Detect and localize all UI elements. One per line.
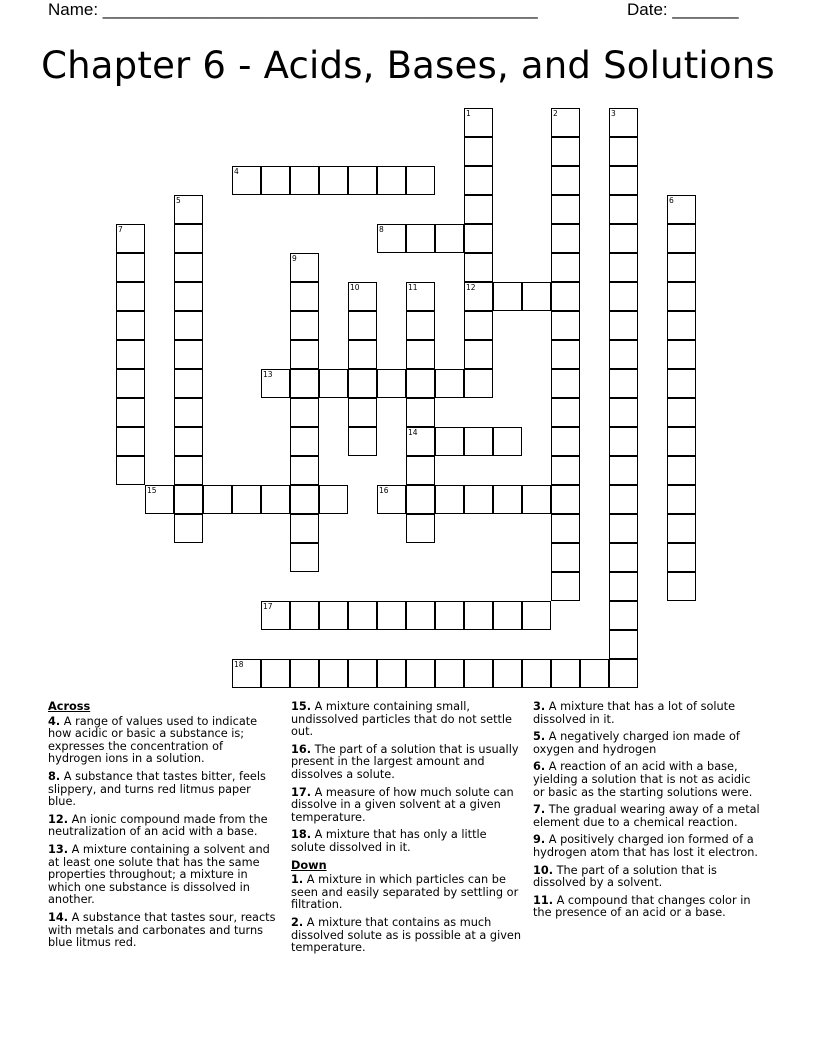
clue-across-17 xyxy=(291,787,523,825)
crossword-cell[interactable] xyxy=(493,282,522,311)
clue-number: 4. xyxy=(48,714,61,728)
crossword-cell[interactable] xyxy=(464,369,493,398)
clue-number-label: 13 xyxy=(263,370,273,379)
crossword-cell[interactable] xyxy=(348,659,377,688)
crossword-cell[interactable] xyxy=(464,282,493,311)
crossword-cell[interactable] xyxy=(348,340,377,369)
clue-number-label: 14 xyxy=(408,428,418,437)
crossword-cell[interactable] xyxy=(261,601,290,630)
clue-number-label: 2 xyxy=(553,109,558,118)
crossword-cell[interactable] xyxy=(464,485,493,514)
crossword-cell[interactable] xyxy=(290,543,319,572)
crossword-cell[interactable] xyxy=(667,282,696,311)
clue-text: A range of values used to indicate how acidic or basic a substance is; expresses the concentration of hydrogen ions in a solution. xyxy=(48,714,258,766)
crossword-cell[interactable] xyxy=(551,398,580,427)
crossword-cell[interactable] xyxy=(609,427,638,456)
crossword-cell[interactable] xyxy=(145,485,174,514)
crossword-cell[interactable] xyxy=(667,195,696,224)
crossword-cell[interactable] xyxy=(406,398,435,427)
clue-number: 9. xyxy=(533,833,546,847)
crossword-cell[interactable] xyxy=(609,601,638,630)
crossword-cell[interactable] xyxy=(406,485,435,514)
crossword-cell[interactable] xyxy=(203,485,232,514)
clue-down-7 xyxy=(533,804,763,829)
crossword-cell[interactable] xyxy=(261,166,290,195)
crossword-cell[interactable] xyxy=(551,253,580,282)
crossword-cell[interactable] xyxy=(348,166,377,195)
crossword-cell[interactable] xyxy=(551,456,580,485)
crossword-cell[interactable] xyxy=(261,369,290,398)
crossword-cell[interactable] xyxy=(551,224,580,253)
crossword-cell[interactable] xyxy=(522,282,551,311)
clue-number-label: 4 xyxy=(234,167,239,176)
crossword-cell[interactable] xyxy=(116,427,145,456)
clue-number: 18. xyxy=(291,828,312,842)
across-heading: Across xyxy=(48,700,91,713)
crossword-cell[interactable] xyxy=(522,485,551,514)
crossword-cell[interactable] xyxy=(464,601,493,630)
crossword-cell[interactable] xyxy=(290,282,319,311)
crossword-cell[interactable] xyxy=(609,224,638,253)
clue-across-4 xyxy=(48,716,280,766)
crossword-cell[interactable] xyxy=(290,398,319,427)
crossword-cell[interactable] xyxy=(551,572,580,601)
clue-text: A mixture in which particles can be seen and easily separated by settling or filtration. xyxy=(291,873,519,912)
crossword-cell[interactable] xyxy=(609,137,638,166)
clue-down-3 xyxy=(533,701,763,726)
crossword-cell[interactable] xyxy=(290,340,319,369)
clue-text: A measure of how much solute can dissolve in a given solvent at a given temperature. xyxy=(291,785,514,824)
crossword-cell[interactable] xyxy=(609,659,638,688)
crossword-cell[interactable] xyxy=(290,456,319,485)
clue-number: 15. xyxy=(291,700,312,713)
crossword-cell[interactable] xyxy=(464,166,493,195)
crossword-cell[interactable] xyxy=(377,485,406,514)
crossword-cell[interactable] xyxy=(174,398,203,427)
crossword-cell[interactable] xyxy=(406,456,435,485)
crossword-cell[interactable] xyxy=(261,485,290,514)
clue-number: 12. xyxy=(48,812,69,826)
crossword-cell[interactable] xyxy=(174,195,203,224)
crossword-cell[interactable] xyxy=(580,659,609,688)
clue-text: The part of a solution that is usually present in the largest amount and dissolves a solute. xyxy=(291,742,519,781)
crossword-cell[interactable] xyxy=(406,659,435,688)
crossword-cell[interactable] xyxy=(609,340,638,369)
clue-number-label: 8 xyxy=(379,225,384,234)
clue-number-label: 7 xyxy=(118,225,123,234)
clue-number-label: 10 xyxy=(350,283,360,292)
crossword-cell[interactable] xyxy=(551,108,580,137)
crossword-cell[interactable] xyxy=(551,427,580,456)
clue-text: A positively charged ion formed of a hydrogen atom that has lost it electron. xyxy=(533,833,758,859)
crossword-cell[interactable] xyxy=(290,253,319,282)
clue-number-label: 17 xyxy=(263,602,273,611)
crossword-cell[interactable] xyxy=(406,514,435,543)
clue-number-label: 9 xyxy=(292,254,297,263)
clue-text: A substance that tastes bitter, feels slippery, and turns red litmus paper blue. xyxy=(48,769,266,809)
crossword-cell[interactable] xyxy=(348,311,377,340)
crossword-cell[interactable] xyxy=(377,166,406,195)
clue-down-10 xyxy=(533,865,763,890)
crossword-cell[interactable] xyxy=(609,543,638,572)
clue-number-label: 1 xyxy=(466,109,471,118)
crossword-cell[interactable] xyxy=(348,369,377,398)
crossword-cell[interactable] xyxy=(609,282,638,311)
clue-text: A mixture that has only a little solute dissolved in it. xyxy=(291,828,487,854)
crossword-cell[interactable] xyxy=(406,166,435,195)
clue-number: 8. xyxy=(48,769,61,783)
crossword-cell[interactable] xyxy=(464,340,493,369)
crossword-cell[interactable] xyxy=(319,485,348,514)
crossword-cell[interactable] xyxy=(667,311,696,340)
clue-text: A compound that changes color in the presence of an acid or a base. xyxy=(533,893,751,920)
crossword-cell[interactable] xyxy=(667,369,696,398)
crossword-cell[interactable] xyxy=(290,485,319,514)
clue-across-16 xyxy=(291,744,523,782)
crossword-cell[interactable] xyxy=(464,137,493,166)
crossword-cell[interactable] xyxy=(406,224,435,253)
crossword-cell[interactable] xyxy=(174,311,203,340)
crossword-cell[interactable] xyxy=(667,253,696,282)
crossword-cell[interactable] xyxy=(667,543,696,572)
crossword-cell[interactable] xyxy=(464,253,493,282)
crossword-cell[interactable] xyxy=(377,369,406,398)
clue-down-11 xyxy=(533,895,763,920)
clues-column-2 xyxy=(291,701,523,960)
clue-number-label: 12 xyxy=(466,283,476,292)
crossword-cell[interactable] xyxy=(667,340,696,369)
crossword-cell[interactable] xyxy=(406,282,435,311)
crossword-cell[interactable] xyxy=(609,195,638,224)
clue-text: A reaction of an acid with a base, yielding a solution that is not as acidic or basic as the starting solutions were. xyxy=(533,760,753,799)
crossword-cell[interactable] xyxy=(116,282,145,311)
crossword-cell[interactable] xyxy=(667,456,696,485)
clue-number: 11. xyxy=(533,893,554,907)
crossword-cell[interactable] xyxy=(290,427,319,456)
clue-down-5 xyxy=(533,731,763,756)
clue-text: A mixture containing a solvent and at least one solute that has the same properties throughout; a mixture in which one substance is dissolved in another. xyxy=(48,842,270,907)
crossword-cell[interactable] xyxy=(319,166,348,195)
clues-column-3 xyxy=(533,701,763,925)
clue-down-9 xyxy=(533,834,763,859)
crossword-cell[interactable] xyxy=(609,456,638,485)
crossword-cell[interactable] xyxy=(551,514,580,543)
crossword-cell[interactable] xyxy=(174,224,203,253)
clue-across-8 xyxy=(48,771,280,809)
crossword-cell[interactable] xyxy=(667,485,696,514)
crossword-cell[interactable] xyxy=(348,398,377,427)
clue-number: 6. xyxy=(533,760,546,774)
crossword-cell[interactable] xyxy=(551,485,580,514)
clue-across-12 xyxy=(48,814,280,839)
crossword-cell[interactable] xyxy=(609,630,638,659)
crossword-cell[interactable] xyxy=(551,543,580,572)
crossword-cell[interactable] xyxy=(551,137,580,166)
crossword-cell[interactable] xyxy=(348,601,377,630)
crossword-cell[interactable] xyxy=(493,659,522,688)
date-line: Date: _______ xyxy=(627,0,739,19)
crossword-cell[interactable] xyxy=(290,166,319,195)
clue-number-label: 18 xyxy=(234,660,244,669)
crossword-cell[interactable] xyxy=(551,340,580,369)
crossword-cell[interactable] xyxy=(290,514,319,543)
crossword-cell[interactable] xyxy=(319,369,348,398)
crossword-cell[interactable] xyxy=(667,572,696,601)
page-title: Chapter 6 - Acids, Bases, and Solutions xyxy=(41,44,775,87)
crossword-cell[interactable] xyxy=(435,485,464,514)
clue-across-13 xyxy=(48,844,280,907)
crossword-cell[interactable] xyxy=(116,253,145,282)
crossword-cell[interactable] xyxy=(348,282,377,311)
clue-number: 1. xyxy=(291,873,304,887)
clue-number: 2. xyxy=(291,915,304,929)
crossword-cell[interactable] xyxy=(464,311,493,340)
crossword-cell[interactable] xyxy=(464,427,493,456)
crossword-cell[interactable] xyxy=(464,659,493,688)
clue-number: 3. xyxy=(533,700,546,713)
clue-number: 17. xyxy=(291,785,312,799)
crossword-cell[interactable] xyxy=(609,311,638,340)
crossword-cell[interactable] xyxy=(116,340,145,369)
clue-number: 7. xyxy=(533,803,546,817)
crossword-cell[interactable] xyxy=(290,311,319,340)
clue-text: An ionic compound made from the neutralization of an acid with a base. xyxy=(48,812,268,839)
name-line: Name: ______________________________________________ xyxy=(48,0,538,19)
crossword-cell[interactable] xyxy=(435,427,464,456)
crossword-cell[interactable] xyxy=(116,398,145,427)
crossword-cell[interactable] xyxy=(551,659,580,688)
clue-down-2 xyxy=(291,917,523,955)
crossword-cell[interactable] xyxy=(174,427,203,456)
crossword-cell[interactable] xyxy=(609,369,638,398)
crossword-cell[interactable] xyxy=(551,369,580,398)
crossword-cell[interactable] xyxy=(609,514,638,543)
clue-across-15 xyxy=(291,701,523,739)
clue-text: A mixture containing small, undissolved particles that do not settle out. xyxy=(291,700,513,739)
crossword-cell[interactable] xyxy=(116,224,145,253)
crossword-cell[interactable] xyxy=(261,659,290,688)
clue-across-14 xyxy=(48,912,280,950)
crossword-cell[interactable] xyxy=(174,340,203,369)
crossword-cell[interactable] xyxy=(435,369,464,398)
crossword-cell[interactable] xyxy=(406,311,435,340)
crossword-cell[interactable] xyxy=(232,166,261,195)
crossword-cell[interactable] xyxy=(406,340,435,369)
crossword-cell[interactable] xyxy=(174,282,203,311)
crossword-cell[interactable] xyxy=(493,601,522,630)
crossword-cell[interactable] xyxy=(609,108,638,137)
crossword-cell[interactable] xyxy=(232,485,261,514)
crossword-cell[interactable] xyxy=(551,282,580,311)
clue-number: 10. xyxy=(533,863,554,877)
crossword-cell[interactable] xyxy=(609,253,638,282)
crossword-cell[interactable] xyxy=(667,514,696,543)
crossword-cell[interactable] xyxy=(551,311,580,340)
crossword-cell[interactable] xyxy=(406,369,435,398)
crossword-cell[interactable] xyxy=(464,224,493,253)
clue-number-label: 5 xyxy=(176,196,181,205)
clue-text: A mixture that has a lot of solute dissolved in it. xyxy=(533,700,736,726)
crossword-cell[interactable] xyxy=(493,427,522,456)
clues-column-1 xyxy=(48,701,280,955)
crossword-cell[interactable] xyxy=(522,601,551,630)
crossword-cell[interactable] xyxy=(174,514,203,543)
clue-text: The gradual wearing away of a metal element due to a chemical reaction. xyxy=(533,803,760,829)
crossword-cell[interactable] xyxy=(667,398,696,427)
crossword-cell[interactable] xyxy=(667,224,696,253)
crossword-cell[interactable] xyxy=(319,659,348,688)
crossword-cell[interactable] xyxy=(406,601,435,630)
crossword-cell[interactable] xyxy=(609,398,638,427)
crossword-cell[interactable] xyxy=(551,195,580,224)
crossword-cell[interactable] xyxy=(174,456,203,485)
crossword-cell[interactable] xyxy=(609,572,638,601)
crossword-cell[interactable] xyxy=(435,601,464,630)
crossword-cell[interactable] xyxy=(377,601,406,630)
clue-down-6 xyxy=(533,761,763,799)
crossword-cell[interactable] xyxy=(174,253,203,282)
clue-number-label: 3 xyxy=(611,109,616,118)
crossword-cell[interactable] xyxy=(174,369,203,398)
crossword-cell[interactable] xyxy=(493,485,522,514)
crossword-cell[interactable] xyxy=(290,659,319,688)
clue-number-label: 11 xyxy=(408,283,418,292)
crossword-cell[interactable] xyxy=(522,659,551,688)
crossword-cell[interactable] xyxy=(464,195,493,224)
clue-number: 16. xyxy=(291,742,312,756)
crossword-cell[interactable] xyxy=(609,166,638,195)
clue-number: 13. xyxy=(48,842,69,856)
crossword-cell[interactable] xyxy=(174,485,203,514)
crossword-cell[interactable] xyxy=(348,427,377,456)
clue-number-label: 15 xyxy=(147,486,157,495)
crossword-cell[interactable] xyxy=(290,369,319,398)
crossword-cell[interactable] xyxy=(116,311,145,340)
clue-text: A substance that tastes sour, reacts with metals and carbonates and turns blue litmus red. xyxy=(48,910,276,950)
clue-number-label: 16 xyxy=(379,486,389,495)
down-heading: Down xyxy=(291,858,327,872)
clue-number: 14. xyxy=(48,910,69,924)
clue-down-1 xyxy=(291,874,523,912)
clue-across-18 xyxy=(291,829,523,854)
clue-number: 5. xyxy=(533,730,546,744)
crossword-cell[interactable] xyxy=(232,659,261,688)
crossword-cell[interactable] xyxy=(551,166,580,195)
crossword-cell[interactable] xyxy=(667,427,696,456)
clue-text: The part of a solution that is dissolved by a solvent. xyxy=(533,863,717,890)
crossword-cell[interactable] xyxy=(609,485,638,514)
crossword-cell[interactable] xyxy=(116,369,145,398)
clue-number-label: 6 xyxy=(669,196,674,205)
crossword-cell[interactable] xyxy=(116,456,145,485)
clue-text: A negatively charged ion made of oxygen and hydrogen xyxy=(533,730,740,756)
crossword-cell[interactable] xyxy=(406,427,435,456)
clue-text: A mixture that contains as much dissolved solute as is possible at a given temperature. xyxy=(291,915,522,955)
crossword-cell[interactable] xyxy=(290,601,319,630)
crossword-cell[interactable] xyxy=(464,108,493,137)
crossword-cell[interactable] xyxy=(435,224,464,253)
crossword-cell[interactable] xyxy=(377,224,406,253)
crossword-cell[interactable] xyxy=(319,601,348,630)
crossword-cell[interactable] xyxy=(435,659,464,688)
crossword-cell[interactable] xyxy=(377,659,406,688)
